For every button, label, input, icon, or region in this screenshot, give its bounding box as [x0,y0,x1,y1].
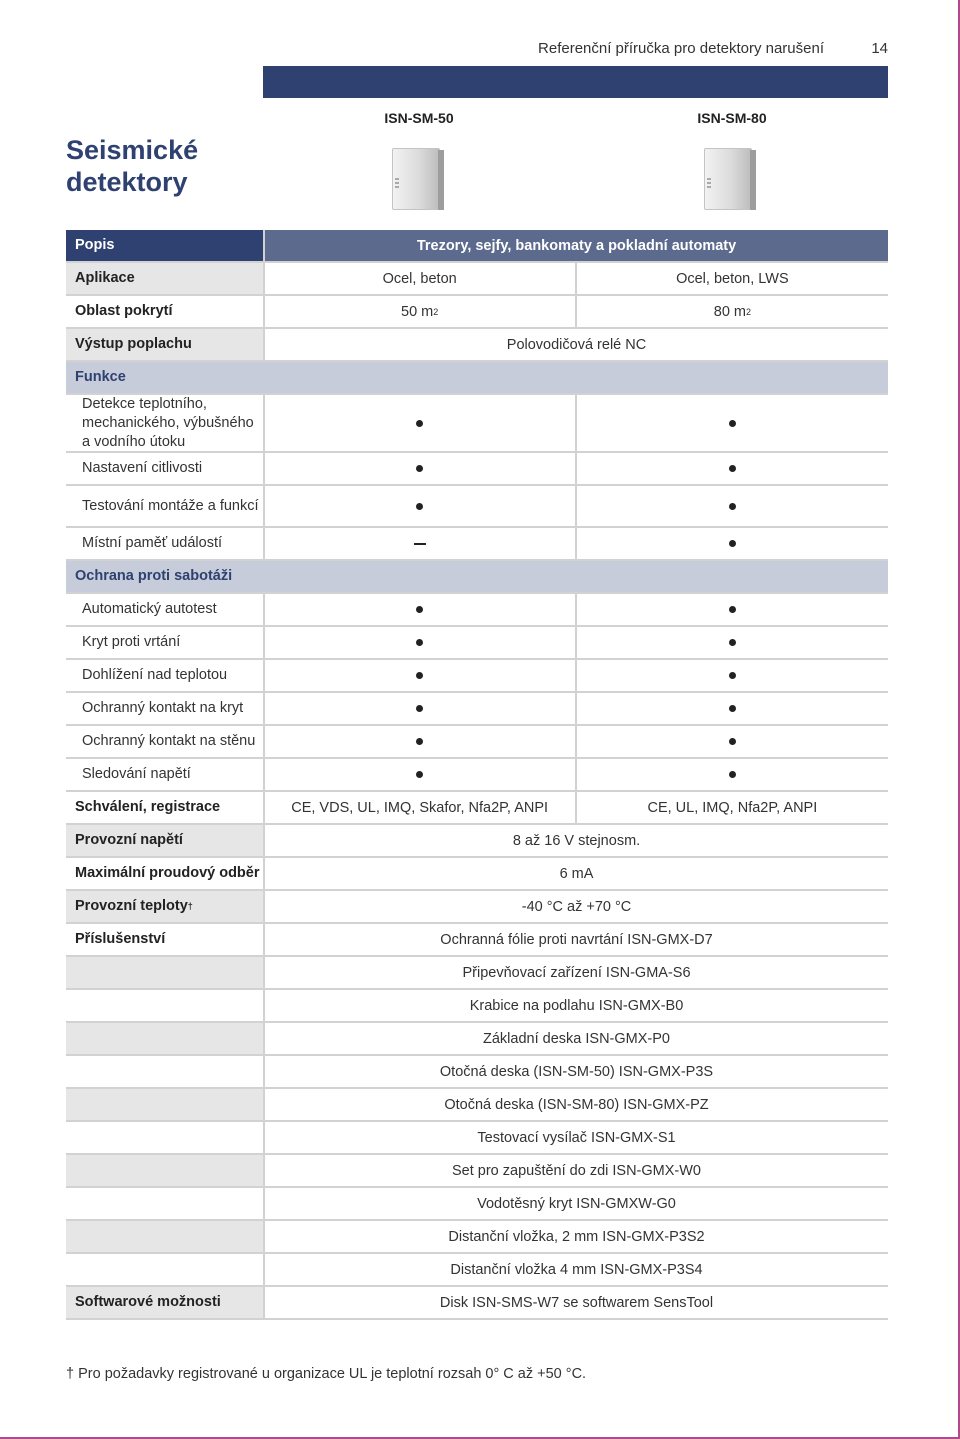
bullet-icon [729,639,736,646]
table-row-schvaleni [66,792,888,825]
value-sm50 [265,693,575,724]
table-row-feature [66,395,888,453]
row-label: Automatický autotest [82,601,217,617]
value-sm80 [577,594,888,625]
table-row-accessory [66,1254,888,1287]
table-row-feature [66,528,888,561]
accessory-item: Základní deska ISN-GMX-P0 [483,1030,670,1047]
bullet-icon [416,465,423,472]
value-sm80 [577,660,888,691]
bullet-icon [416,606,423,613]
footnote [66,1366,866,1382]
value-sm80 [577,453,888,484]
row-label: Dohlížení nad teplotou [82,667,228,683]
value-sm50 [265,486,575,526]
table-row-vystup [66,329,888,362]
accessory-item: Testovací vysílač ISN-GMX-S1 [477,1129,676,1146]
row-value: 8 až 16 V stejnosm. [512,832,641,849]
value-sm50 [265,726,575,757]
page-number: 14 [871,40,888,57]
accessory-item: Otočná deska (ISN-SM-50) ISN-GMX-P3S [439,1063,714,1080]
value-sm80 [577,759,888,790]
table-row-accessory [66,957,888,990]
row-label: Detekce teplotního, mechanického, výbušného a vodního útoku [82,395,254,450]
value-sm50 [265,759,575,790]
footnote-text: Pro požadavky registrované u organizace UL je teplotní rozsah 0° C až +50 °C. [78,1366,587,1382]
bullet-icon [729,705,736,712]
row-label: Ochranný kontakt na stěnu [82,733,256,749]
table-row-accessory [66,1155,888,1188]
row-value: 6 mA [559,865,594,882]
bullet-icon [416,705,423,712]
value-sm80: CE, UL, IMQ, Nfa2P, ANPI [647,799,818,816]
table-row-aplikace [66,263,888,296]
row-label: Ochranný kontakt na kryt [82,700,244,716]
bullet-icon [729,771,736,778]
value-sm80 [577,528,888,559]
model-name-sm80: ISN-SM-80 [697,110,767,126]
value-sm50 [265,453,575,484]
bullet-icon [729,672,736,679]
row-label: Softwarové možnosti [66,1287,263,1318]
value-sm50: CE, VDS, UL, IMQ, Skafor, Nfa2P, ANPI [291,799,549,816]
accessory-item: Distanční vložka, 2 mm ISN-GMX-P3S2 [448,1228,705,1245]
bullet-icon [416,639,423,646]
seismic-detector-device-image [704,148,756,212]
bullet-icon [729,738,736,745]
dagger-mark: † [66,1366,75,1382]
table-row-popis [66,230,888,263]
bullet-icon [729,503,736,510]
table-row-accessory [66,990,888,1023]
value-sm80 [577,693,888,724]
dash-icon [414,543,426,545]
bullet-icon [416,672,423,679]
table-row-prislusenstvi [66,924,888,957]
value-sm50 [265,627,575,658]
bullet-icon [416,420,423,427]
value-sm50 [265,594,575,625]
accessory-item: Ochranná fólie proti navrtání ISN-GMX-D7 [440,931,713,948]
table-row-oblast [66,296,888,329]
table-row-feature [66,759,888,792]
value-sm80: 80 m 2 [713,303,752,320]
value-sm80 [577,395,888,451]
bullet-icon [729,420,736,427]
bullet-icon [729,540,736,547]
table-row-feature [66,453,888,486]
section-title: Seismické detektory [66,135,199,197]
row-label: Výstup poplachu [66,329,263,360]
value-sm50 [265,528,575,559]
row-label: Místní paměť událostí [82,535,223,551]
table-row-software [66,1287,888,1320]
row-label: Sledování napětí [82,766,191,782]
seismic-detector-device-image [392,148,444,212]
row-label: Maximální proudový odběr [75,865,260,881]
accessory-item: Krabice na podlahu ISN-GMX-B0 [469,997,684,1014]
model-name-sm50: ISN-SM-50 [384,110,454,126]
value-sm50: 50 m 2 [401,303,439,320]
value-sm80 [577,627,888,658]
table-row-accessory [66,1056,888,1089]
running-header-title: Referenční příručka pro detektory narušení [538,40,824,57]
row-label: Aplikace [66,263,263,294]
table-row-accessory [66,1221,888,1254]
bullet-icon [416,771,423,778]
value-sm50 [265,660,575,691]
row-label: Příslušenství [75,931,166,947]
value-sm80 [577,726,888,757]
table-row-feature [66,627,888,660]
row-value: Disk ISN-SMS-W7 se softwarem SensTool [439,1294,714,1311]
spec-table [66,230,888,1320]
row-value: Trezory, sejfy, bankomaty a pokladní automaty [265,230,888,261]
group-label: Funkce [75,369,126,385]
row-label: Testování montáže a funkcí [82,497,259,514]
row-value: Polovodičová relé NC [506,336,647,353]
value-sm80 [577,486,888,526]
table-row-feature [66,726,888,759]
row-label: Provozní napětí [66,825,263,856]
table-row-odber [66,858,888,891]
bullet-icon [416,503,423,510]
group-label: Ochrana proti sabotáži [75,568,233,584]
value-sm50: Ocel, beton [382,270,457,287]
row-label: Provozní teploty † [66,891,263,922]
row-value: -40 °C až +70 °C [521,898,632,915]
table-row-feature [66,693,888,726]
table-row-feature [66,594,888,627]
header-color-bar [263,66,888,98]
row-label: Popis [66,230,263,261]
table-row-accessory [66,1122,888,1155]
bullet-icon [729,465,736,472]
table-row-accessory [66,1023,888,1056]
table-row-feature [66,660,888,693]
bullet-icon [416,738,423,745]
value-sm80: Ocel, beton, LWS [676,270,789,287]
table-row-accessory [66,1089,888,1122]
accessory-item: Otočná deska (ISN-SM-80) ISN-GMX-PZ [444,1096,709,1113]
row-label: Nastavení citlivosti [82,460,203,476]
accessory-item: Vodotěsný kryt ISN-GMXW-G0 [477,1195,676,1212]
accessory-item: Distanční vložka 4 mm ISN-GMX-P3S4 [450,1261,703,1278]
value-sm50 [265,395,575,451]
bullet-icon [729,606,736,613]
table-row-feature [66,486,888,528]
row-label: Kryt proti vrtání [82,634,181,650]
row-label: Oblast pokrytí [75,303,173,319]
table-row-accessory [66,1188,888,1221]
table-group-ochrana [66,561,888,594]
table-row-teploty [66,891,888,924]
table-group-funkce [66,362,888,395]
row-label: Schválení, registrace [75,799,221,815]
accessory-item: Set pro zapuštění do zdi ISN-GMX-W0 [451,1162,701,1179]
accessory-item: Připevňovací zařízení ISN-GMA-S6 [462,964,691,981]
table-row-napeti [66,825,888,858]
